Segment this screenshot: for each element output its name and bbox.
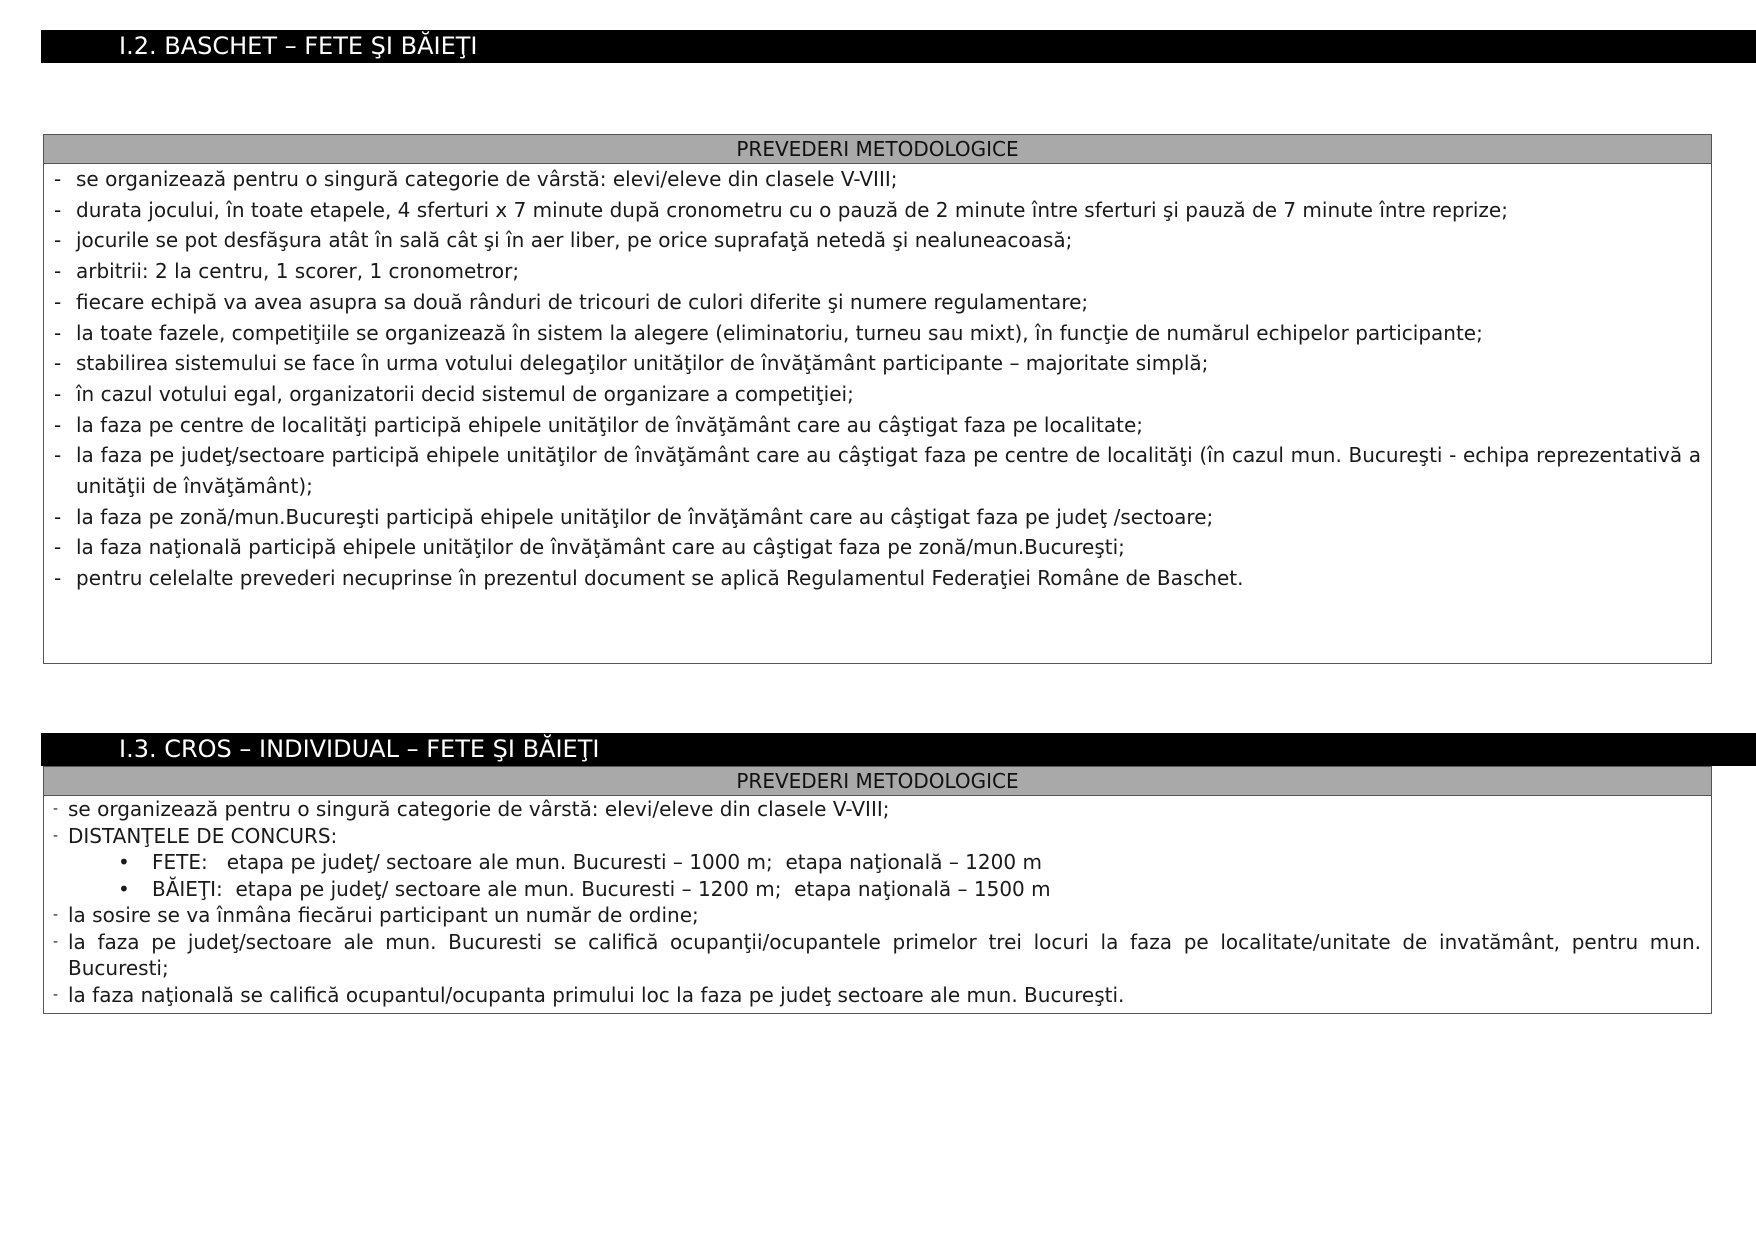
bullet-icon: •: [118, 876, 130, 901]
methodology-box-cros: [43, 766, 1712, 1014]
bullet-icon: •: [118, 850, 130, 874]
box-header: PREVEDERI METODOLOGICE: [44, 135, 1711, 164]
list-item: - la sosire se va înmâna fiecărui participant un număr de ordine;: [53, 903, 699, 927]
list-item: - pentru celelalte prevederi necuprinse în prezentul document se aplică Regulamentul Federaţiei Române de Baschet.: [54, 566, 1244, 591]
section-title-text: I.2. BASCHET – FETE ŞI BĂIEŢI: [119, 32, 478, 60]
list-item: - la faza naţională participă ehipele unităţilor de învăţământ care au câştigat faza pe zonă/mun.Bucureşti;: [54, 535, 1125, 560]
list-item: - stabilirea sistemului se face în urma votului delegaţilor unităţilor de învăţământ participante – majoritate simplă;: [54, 351, 1209, 376]
section-title-baschet: [41, 30, 1756, 63]
distances-list: [68, 849, 1701, 902]
section-title-text: I.3. CROS – INDIVIDUAL – FETE ŞI BĂIEŢI: [119, 735, 600, 763]
list-item: - la toate fazele, competiţiile se organizează în sistem la alegere (eliminatoriu, turneu sau mixt), în funcţie de numărul echipelor participante;: [54, 320, 1483, 345]
list-item: - la faza pe judeţ/sectoare participă ehipele unităţilor de învăţământ care au câştigat faza pe centre de localităţi (în cazul mun. Bucureşti - echipa reprezentativă a unităţii de învăţământ);: [54, 443, 1701, 499]
methodology-box-baschet: [43, 134, 1712, 664]
distance-item-girls: • FETE: etapa pe judeţ/ sectoare ale mun. Bucuresti – 1000 m; etapa naţională – 1200 m: [118, 850, 1042, 874]
provisions-list: [44, 796, 1711, 1008]
list-item: - la faza pe centre de localităţi participă ehipele unităţilor de învăţământ care au câştigat faza pe localitate;: [54, 412, 1144, 437]
section-title-cros: [41, 733, 1756, 766]
list-item: - la faza pe judeţ/sectoare ale mun. Bucuresti se califică ocupanţii/ocupantele primelor trei locuri la faza pe localitate/unitate de invatământ, pentru mun. Bucuresti;: [53, 929, 1701, 980]
list-item: - se organizează pentru o singură categorie de vârstă: elevi/eleve din clasele V-VIII;: [53, 797, 890, 821]
list-item: - la faza naţională se califică ocupantul/ocupanta primului loc la faza pe judeţ sectoare ale mun. Bucureşti.: [53, 982, 1125, 1007]
box-header: PREVEDERI METODOLOGICE: [44, 767, 1711, 796]
list-item: - în cazul votului egal, organizatorii decid sistemul de organizare a competiţiei;: [54, 381, 854, 406]
list-item: - DISTANŢELE DE CONCURS: • FETE: etapa pe judeţ/ sectoare ale mun. Bucuresti – 1000 m; etapa naţională – 1200 m • BĂIEŢI: etapa pe judeţ/ sectoare ale mun. Bucuresti – 1200 m; etapa naţională – 1500 m: [52, 823, 1701, 903]
list-item: - durata jocului, în toate etapele, 4 sferturi x 7 minute după cronometru cu o pauză de 2 minute între sferturi şi pauză de 7 minute între reprize;: [54, 197, 1508, 222]
provisions-list: [44, 164, 1711, 594]
list-item: - fiecare echipă va avea asupra sa două rânduri de tricouri de culori diferite şi numere regulamentare;: [54, 289, 1089, 314]
list-item: - la faza pe zonă/mun.Bucureşti participă ehipele unităţilor de învăţământ care au câştigat faza pe judeţ /sectoare;: [54, 504, 1214, 529]
list-item: - jocurile se pot desfăşura atât în sală cât şi în aer liber, pe orice suprafaţă netedă şi nealuneacoasă;: [54, 228, 1073, 253]
distance-item-boys: • BĂIEŢI: etapa pe judeţ/ sectoare ale mun. Bucuresti – 1200 m; etapa naţională – 1500 m: [118, 876, 1051, 901]
list-item: - arbitrii: 2 la centru, 1 scorer, 1 cronometror;: [54, 259, 520, 284]
list-item: - se organizează pentru o singură categorie de vârstă: elevi/eleve din clasele V-VIII;: [54, 167, 898, 191]
